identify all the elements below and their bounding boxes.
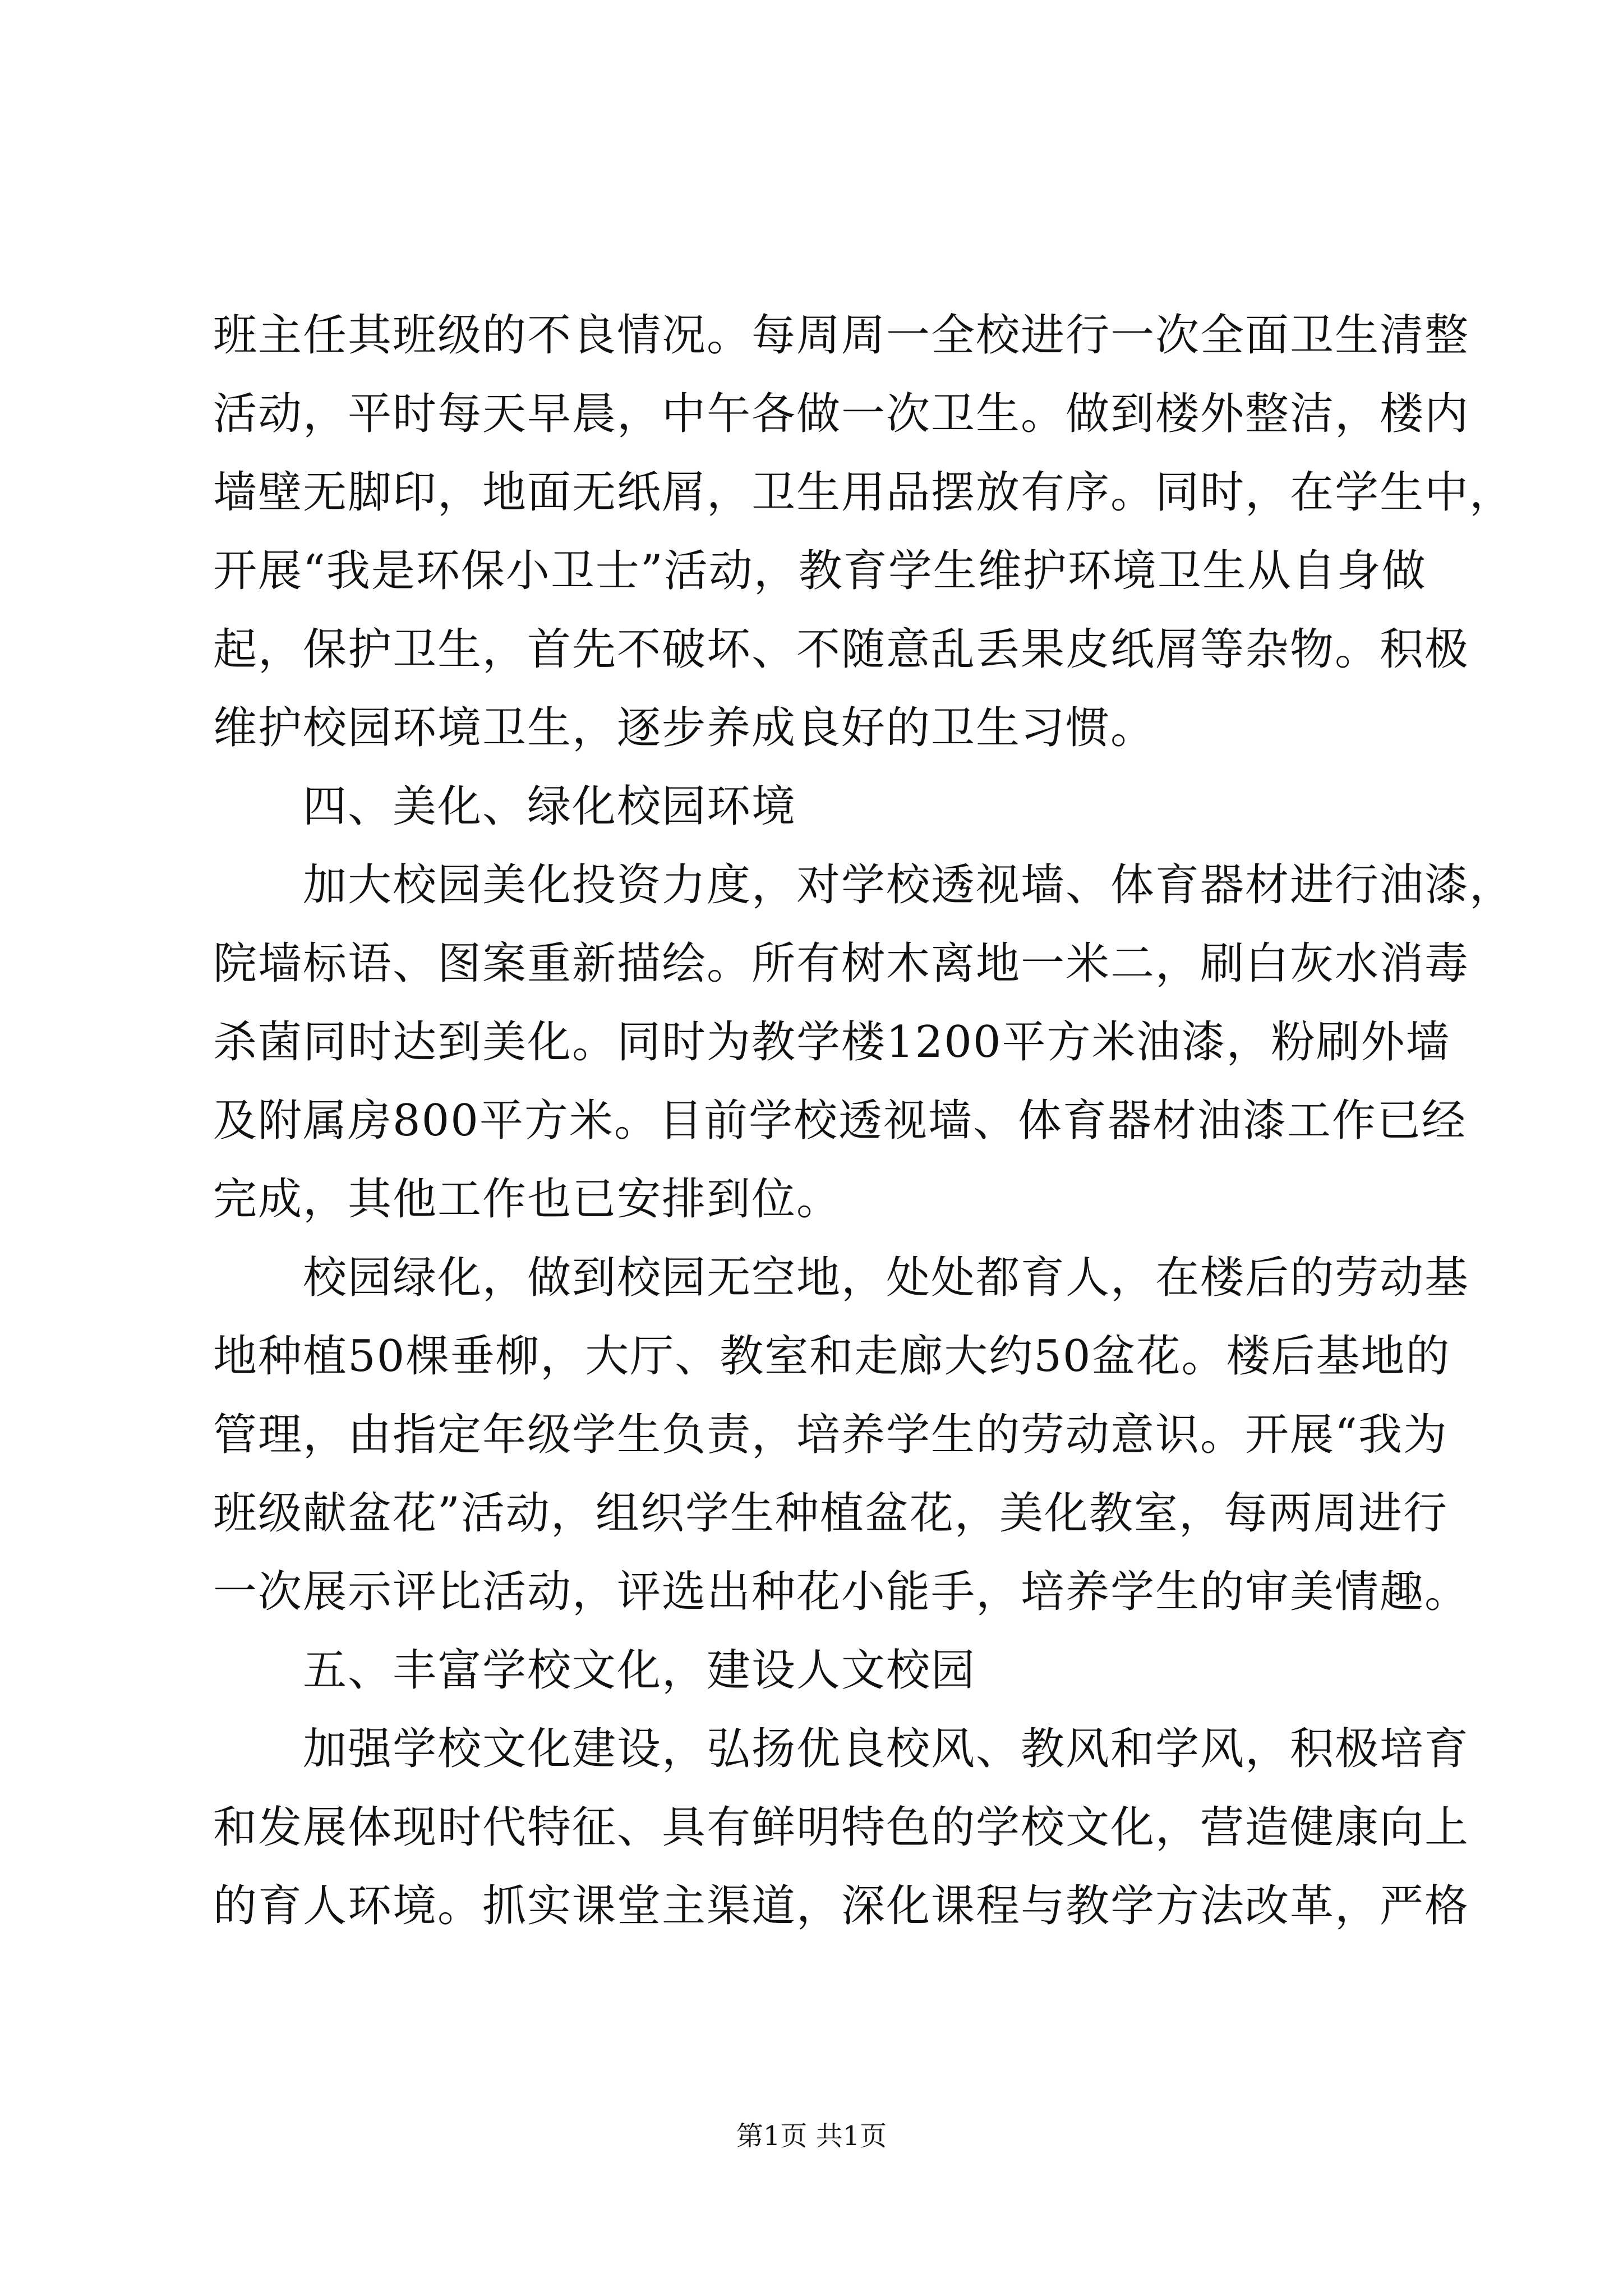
text-line-21: 的育人环境。抓实课堂主渠道，深化课程与教学方法改革，严格	[213, 1881, 1470, 1931]
text-line-11: 及附属房800平方米。目前学校透视墙、体育器材油漆工作已经	[213, 1096, 1467, 1146]
text-line-14: 地种植50棵垂柳，大厅、教室和走廊大约50盆花。楼后基地的	[213, 1331, 1451, 1382]
text-line-15: 管理，由指定年级学生负责，培养学生的劳动意识。开展“我为	[213, 1410, 1448, 1460]
text-line-12: 完成，其他工作也已安排到位。	[213, 1174, 842, 1225]
text-line-9: 院墙标语、图案重新描绘。所有树木离地一米二，刷白灰水消毒	[213, 938, 1470, 989]
text-line-13: 校园绿化，做到校园无空地，处处都育人，在楼后的劳动基	[303, 1253, 1470, 1303]
text-line-2: 活动，平时每天早晨，中午各做一次卫生。做到楼外整洁，楼内	[213, 389, 1470, 439]
text-line-6: 维护校园环境卫生，逐步养成良好的卫生习惯。	[213, 703, 1156, 753]
text-line-4: 开展“我是环保小卫士”活动，教育学生维护环境卫生从自身做	[213, 546, 1427, 596]
page-footer: 第1页 共1页	[736, 2120, 887, 2152]
section-heading-4: 四、美化、绿化校园环境	[303, 781, 797, 832]
section-heading-5: 五、丰富学校文化，建设人文校园	[303, 1645, 976, 1696]
text-line-10: 杀菌同时达到美化。同时为教学楼1200平方米油漆，粉刷外墙	[213, 1017, 1451, 1068]
text-line-8: 加大校园美化投资力度，对学校透视墙、体育器材进行油漆，	[303, 860, 1515, 910]
text-line-20: 和发展体现时代特征、具有鲜明特色的学校文化，营造健康向上	[213, 1802, 1470, 1853]
text-line-3: 墙壁无脚印，地面无纸屑，卫生用品摆放有序。同时，在学生中，	[213, 467, 1515, 518]
text-line-5: 起，保护卫生，首先不破坏、不随意乱丢果皮纸屑等杂物。积极	[213, 624, 1470, 675]
text-line-19: 加强学校文化建设，弘扬优良校风、教风和学风，积极培育	[303, 1724, 1470, 1774]
document-body	[213, 296, 1515, 1945]
text-line-1: 班主任其班级的不良情况。每周周一全校进行一次全面卫生清整	[213, 310, 1470, 361]
text-line-16: 班级献盆花”活动，组织学生种植盆花，美化教室，每两周进行	[213, 1488, 1448, 1539]
text-line-17: 一次展示评比活动，评选出种花小能手，培养学生的审美情趣。	[213, 1567, 1470, 1617]
